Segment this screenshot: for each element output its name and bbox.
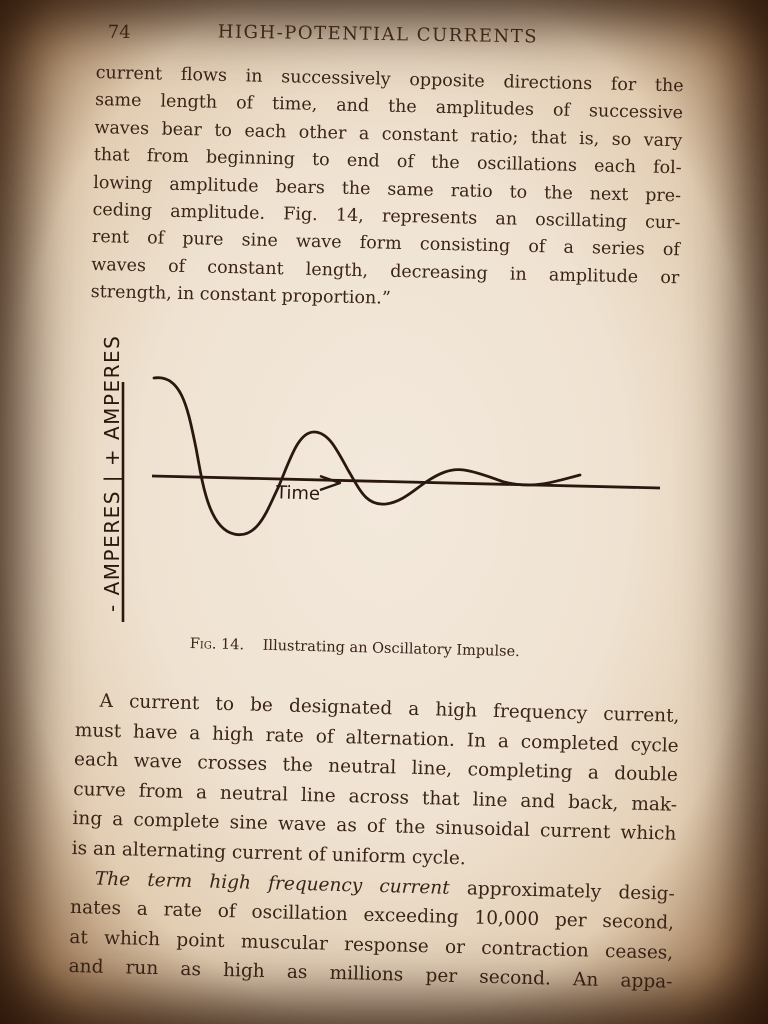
text-line: waves bear to each other a constant ratio; that is, so vary (94, 117, 683, 152)
text-line: current flows in successively opposite directions for the (95, 62, 684, 97)
page-number: 74 (107, 21, 131, 44)
text-line: must have a high rate of alternation. In a completed cycle (74, 719, 679, 757)
text-line: lowing amplitude bears the same ratio to the next pre- (92, 172, 682, 206)
running-head: HIGH-POTENTIAL CURRENTS (217, 21, 539, 48)
figure-oscillatory-impulse (96, 330, 676, 630)
text-line: ceding amplitude. Fig. 14, represents an oscillating cur- (92, 199, 681, 234)
text-line: same length of time, and the amplitudes of successive (94, 90, 684, 124)
text-line: A current to be designated a high frequency current, (99, 690, 680, 727)
y-axis-label: - AMPERES | + AMPERES (100, 334, 124, 612)
caption-text: Illustrating an Oscillatory Impulse. (262, 637, 520, 661)
oscillating-current-wave (154, 378, 580, 535)
figure-caption (190, 636, 520, 660)
x-axis-label: Time (275, 482, 321, 505)
text-line: rent of pure sine wave form consisting of a series of (91, 227, 681, 261)
text-line: nates a rate of oscillation exceeding 10,000 per second, (69, 897, 675, 934)
bottom-paragraph (68, 686, 680, 998)
neutral-line (152, 476, 660, 488)
text-line: is an alternating current of uniform cycle. (71, 837, 467, 870)
text-fragment: approximately desig- (449, 877, 676, 905)
text-line: at which point muscular response or contraction ceases, (69, 926, 674, 964)
text-line: that from beginning to end of the oscillations each fol- (93, 145, 682, 179)
text-line: strength, in constant proportion.” (90, 282, 392, 309)
italic-term: The term high frequency current (94, 868, 450, 899)
text-line: each wave crosses the neutral line, completing a double (73, 749, 679, 786)
text-line: ing a complete sine wave as of the sinusoidal current which (72, 808, 677, 846)
figure-number: Fig. 14. (189, 636, 245, 654)
text-line: waves of constant length, decreasing in amplitude or (91, 254, 680, 289)
text-line: curve from a neutral line across that line and back, mak- (73, 778, 678, 816)
text-line: and run as high as millions per second. An appa- (68, 956, 673, 994)
oscillation-diagram (96, 330, 676, 630)
top-paragraph (90, 60, 683, 320)
time-arrow-icon (320, 476, 340, 490)
page-header (0, 16, 768, 58)
